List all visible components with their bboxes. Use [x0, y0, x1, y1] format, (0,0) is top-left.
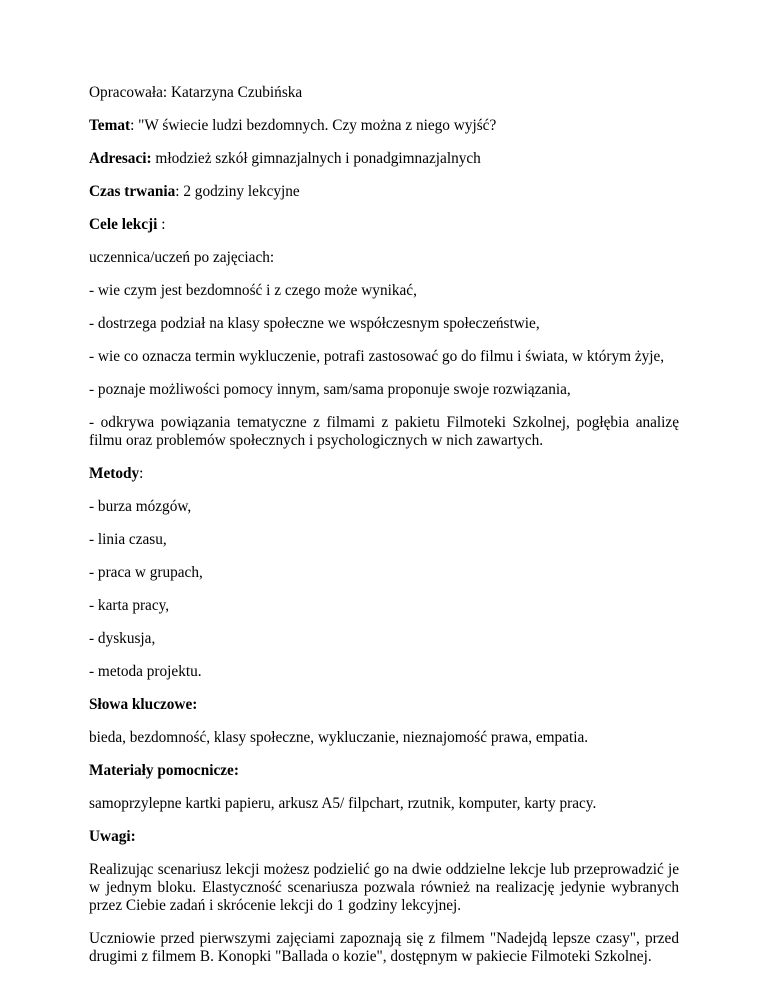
goals-intro: uczennica/uczeń po zajęciach: [89, 249, 275, 266]
goals-label: Cele lekcji [89, 216, 158, 233]
duration-value: : 2 godziny lekcyjne [175, 183, 300, 200]
keywords-value: bieda, bezdomność, klasy społeczne, wykluczanie, nieznajomość prawa, empatia. [89, 729, 589, 746]
method-item: - burza mózgów, [89, 498, 192, 515]
topic-value: : "W świecie ludzi bezdomnych. Czy można z niego wyjść? [130, 117, 497, 134]
materials-heading [89, 762, 679, 780]
method-item: - metoda projektu. [89, 663, 202, 680]
keywords-heading [89, 696, 679, 714]
notes-heading [89, 828, 679, 846]
goal-item: - dostrzega podział na klasy społeczne we współczesnym społeczeństwie, [89, 315, 540, 332]
notes-paragraph-1: Realizując scenariusz lekcji możesz podzielić go na dwie oddzielne lekcje lub przeprowadzić je w jednym bloku. Elastyczność scenariusza pozwala również na realizację jedynie wybranych przez Ciebie zadań i skrócenie lekcji do 1 godziny lekcyjnej. [89, 861, 679, 914]
author-line [89, 84, 679, 102]
method-item: - linia czasu, [89, 531, 167, 548]
keywords-label: Słowa kluczowe: [89, 696, 198, 713]
duration-label: Czas trwania [89, 183, 176, 200]
goals-suffix: : [157, 216, 166, 233]
method-item: - dyskusja, [89, 630, 156, 647]
document-page [89, 84, 679, 981]
methods-heading [89, 465, 679, 483]
materials-label: Materiały pomocnicze: [89, 762, 239, 779]
goal-item: - poznaje możliwości pomocy innym, sam/sama proponuje swoje rozwiązania, [89, 381, 571, 398]
topic-label: Temat [89, 117, 131, 134]
audience-line [89, 150, 679, 168]
goals-heading [89, 216, 679, 234]
notes-label: Uwagi: [89, 828, 136, 845]
author-text: Opracowała: Katarzyna Czubińska [89, 84, 303, 101]
goal-item: - odkrywa powiązania tematyczne z filmami z pakietu Filmoteki Szkolnej, pogłębia analizę filmu oraz problemów społecznych i psychologicznych w nich zawartych. [89, 414, 679, 449]
goal-item: - wie co oznacza termin wykluczenie, potrafi zastosować go do filmu i świata, w którym żyje, [89, 348, 665, 365]
materials-value: samoprzylepne kartki papieru, arkusz A5/ filpchart, rzutnik, komputer, karty pracy. [89, 795, 597, 812]
methods-label: Metody [89, 465, 140, 482]
methods-suffix: : [139, 465, 144, 482]
topic-line [89, 117, 679, 135]
goal-item: - wie czym jest bezdomność i z czego może wynikać, [89, 282, 417, 299]
duration-line [89, 183, 679, 201]
audience-value: młodzież szkół gimnazjalnych i ponadgimnazjalnych [151, 150, 481, 167]
method-item: - praca w grupach, [89, 564, 203, 581]
notes-paragraph-2: Uczniowie przed pierwszymi zajęciami zapoznają się z filmem "Nadejdą lepsze czasy", przed drugimi z filmem B. Konopki "Ballada o kozie", dostępnym w pakiecie Filmoteki Szkolnej. [89, 930, 679, 965]
method-item: - karta pracy, [89, 597, 170, 614]
audience-label: Adresaci: [89, 150, 152, 167]
